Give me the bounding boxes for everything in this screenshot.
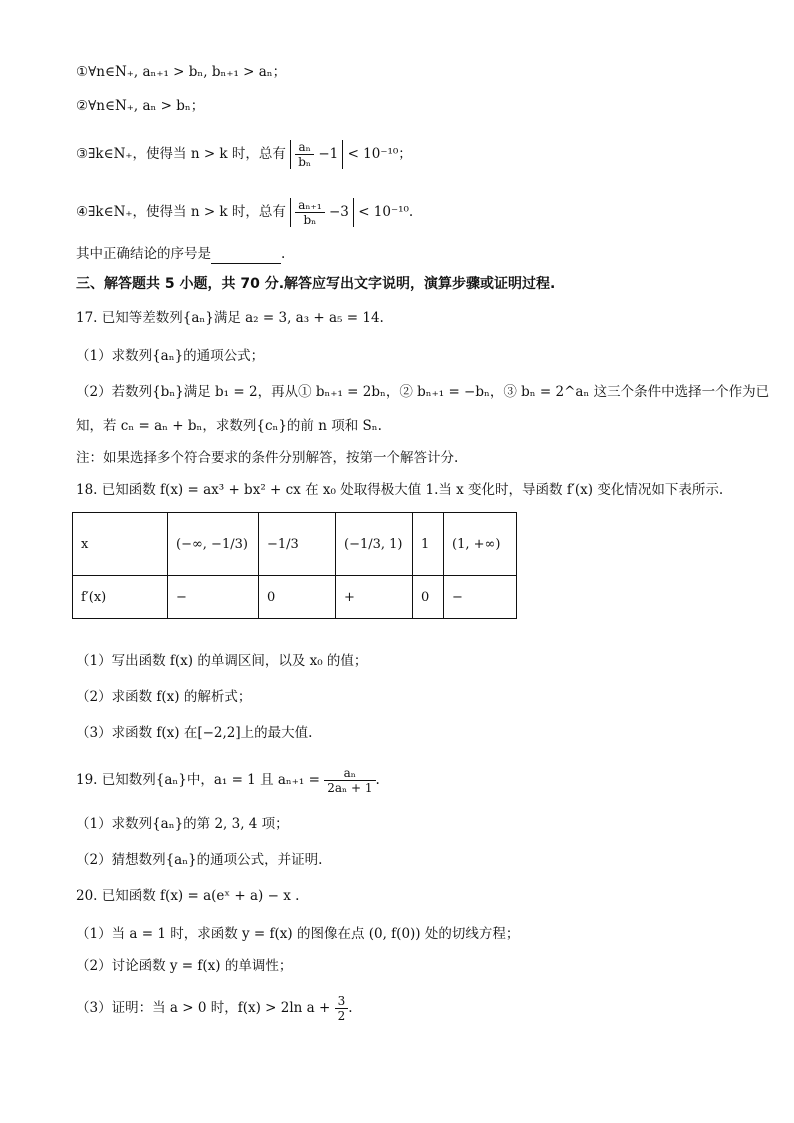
q19-stem-tail: . [375,772,380,788]
table-cell: (−1/3, 1) [336,513,413,576]
q19-recurrence-frac [324,766,375,795]
conclusion-4-frac [295,198,325,227]
frac-denominator: bₙ [303,213,317,227]
conclusion-4-text: ④∃k∈N₊，使得当 n > k 时，总有 [76,204,286,220]
q20-part3-text: （3）证明：当 a > 0 时，f(x) > 2ln a + [76,1000,331,1016]
q20-part3-tail: . [348,1000,353,1016]
conclusion-3-minus: −1 [318,146,339,162]
q19-part1: （1）求数列{aₙ}的第 2, 3, 4 项； [76,816,289,832]
table-row [73,576,517,619]
q17-part1: （1）求数列{aₙ}的通项公式； [76,348,265,364]
q20-part3-frac [335,994,349,1023]
conclusion-4-minus: −3 [328,204,349,220]
conclusion-2: ②∀n∈N₊, aₙ > bₙ； [76,98,205,114]
section-header: 三、解答题共 5 小题，共 70 分.解答应写出文字说明，演算步骤或证明过程. [76,276,556,292]
table-cell: (−∞, −1/3) [168,513,259,576]
table-cell: − [444,576,517,619]
q18-part2: （2）求函数 f(x) 的解析式； [76,689,252,705]
q20-stem: 20. 已知函数 f(x) = a(eˣ + a) − x . [76,888,300,904]
q20-part1: （1）当 a = 1 时，求函数 y = f(x) 的图像在点 (0, f(0)) 处的切线方程； [76,926,520,942]
frac-numerator: aₙ₊₁ [295,198,325,213]
conclusion-4 [76,198,413,227]
q19-stem-text: 19. 已知数列{aₙ}中，a₁ = 1 且 aₙ₊₁ = [76,772,320,788]
q17-stem: 17. 已知等差数列{aₙ}满足 a₂ = 3, a₃ + a₅ = 14. [76,310,384,326]
answer-prompt: 其中正确结论的序号是 [76,246,211,262]
table-row [73,513,517,576]
frac-numerator: aₙ [324,766,375,781]
table-cell: 0 [413,576,444,619]
table-cell: −1/3 [259,513,336,576]
q20-part2: （2）讨论函数 y = f(x) 的单调性； [76,958,293,974]
answer-blank[interactable] [211,249,281,264]
frac-denominator: 2aₙ + 1 [327,781,373,795]
table-cell: 0 [259,576,336,619]
conclusion-1: ①∀n∈N₊, aₙ₊₁ > bₙ, bₙ₊₁ > aₙ； [76,64,287,80]
frac-denominator: 2 [337,1009,346,1023]
table-cell: f′(x) [73,576,168,619]
conclusion-4-tail: < 10⁻¹⁰. [358,204,414,220]
q18-part3: （3）求函数 f(x) 在[−2,2]上的最大值. [76,725,313,741]
table-cell: − [168,576,259,619]
conclusion-3 [76,140,412,169]
table-cell: 1 [413,513,444,576]
q19-stem [76,766,380,795]
q18-stem: 18. 已知函数 f(x) = ax³ + bx² + cx 在 x₀ 处取得极大值 1.当 x 变化时，导函数 f′(x) 变化情况如下表所示. [76,482,724,498]
table-cell: + [336,576,413,619]
conclusion-3-frac [295,140,314,169]
conclusion-3-text: ③∃k∈N₊，使得当 n > k 时，总有 [76,146,286,162]
conclusion-3-tail: < 10⁻¹⁰； [347,146,412,162]
frac-denominator: bₙ [298,155,312,169]
q18-part1: （1）写出函数 f(x) 的单调区间，以及 x₀ 的值； [76,653,368,669]
table-cell: x [73,513,168,576]
derivative-sign-table [72,512,517,619]
q17-note: 注：如果选择多个符合要求的条件分别解答，按第一个解答计分. [76,450,459,466]
q20-part3 [76,994,353,1023]
frac-numerator: aₙ [295,140,314,155]
q17-part2-line2: 知，若 cₙ = aₙ + bₙ，求数列{cₙ}的前 n 项和 Sₙ. [76,418,382,434]
conclusion-3-abs [290,140,343,169]
conclusion-4-abs [290,198,354,227]
table-cell: (1, +∞) [444,513,517,576]
q19-part2: （2）猜想数列{aₙ}的通项公式，并证明. [76,852,323,868]
answer-line [76,244,285,264]
frac-numerator: 3 [335,994,349,1009]
answer-tail: . [281,246,286,262]
q17-part2-line1: （2）若数列{bₙ}满足 b₁ = 2，再从① bₙ₊₁ = 2bₙ，② bₙ₊₁ = −bₙ，③ bₙ = 2^aₙ 这三个条件中选择一个作为已 [76,384,770,400]
